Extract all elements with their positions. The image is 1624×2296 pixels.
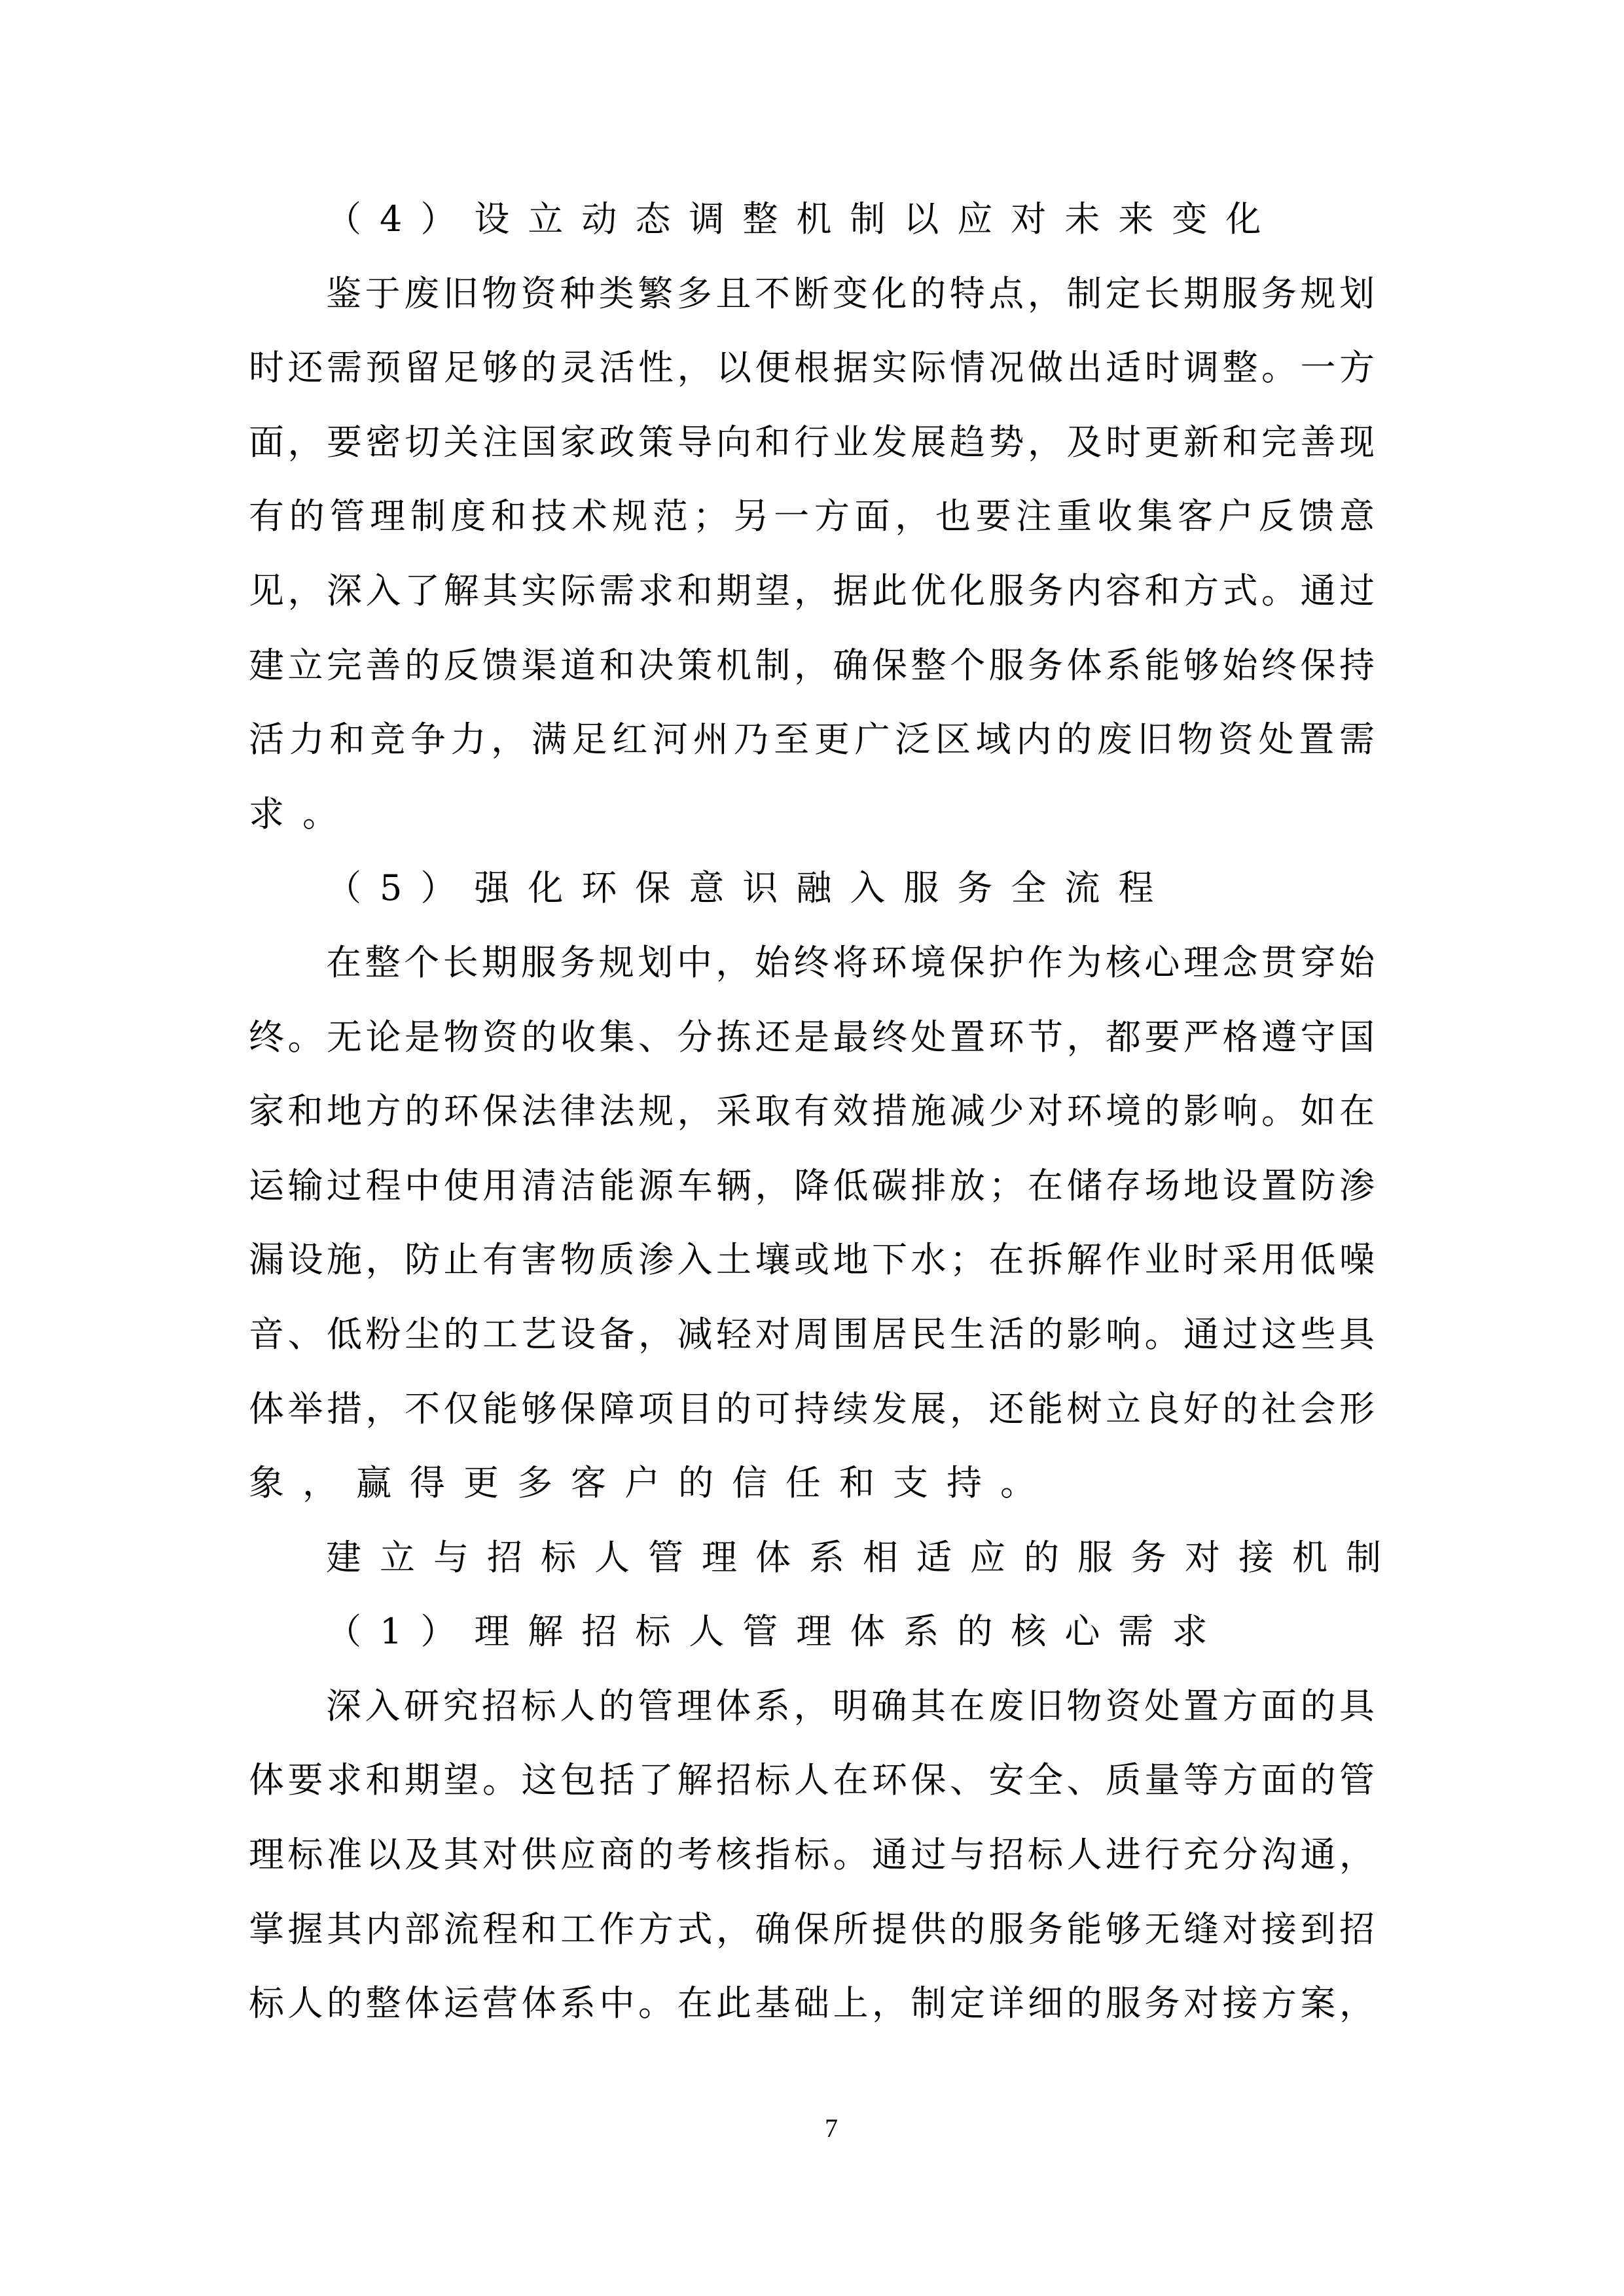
- paragraph-line: 见，深入了解其实际需求和期望，据此优化服务内容和方式。通过: [249, 569, 1375, 611]
- paragraph-line: 深入研究招标人的管理体系，明确其在废旧物资处置方面的具: [326, 1685, 1375, 1727]
- paragraph-line: 运输过程中使用清洁能源车辆，降低碳排放；在储存场地设置防渗: [249, 1164, 1375, 1206]
- paragraph-line: 求。: [249, 793, 356, 834]
- heading-1-core-needs: （1）理解招标人管理体系的核心需求: [326, 1611, 1226, 1653]
- paragraph-line: 鉴于废旧物资种类繁多且不断变化的特点，制定长期服务规划: [326, 272, 1375, 314]
- paragraph-line: 在整个长期服务规划中，始终将环境保护作为核心理念贯穿始: [326, 941, 1375, 983]
- paragraph-line: 面，要密切关注国家政策导向和行业发展趋势，及时更新和完善现: [249, 421, 1375, 463]
- paragraph-line: 活力和竞争力，满足红河州乃至更广泛区域内的废旧物资处置需: [249, 719, 1375, 761]
- paragraph-line: 体举措，不仅能够保障项目的可持续发展，还能树立良好的社会形: [249, 1388, 1375, 1429]
- section-heading-service-integration: 建立与招标人管理体系相适应的服务对接机制: [326, 1536, 1399, 1578]
- paragraph-line: 标人的整体运营体系中。在此基础上，制定详细的服务对接方案，: [249, 1982, 1375, 2024]
- paragraph-line: 建立完善的反馈渠道和决策机制，确保整个服务体系能够始终保持: [249, 644, 1375, 686]
- paragraph-line: 掌握其内部流程和工作方式，确保所提供的服务能够无缝对接到招: [249, 1908, 1375, 1950]
- page-number: 7: [825, 2113, 838, 2143]
- paragraph-line: 漏设施，防止有害物质渗入土壤或地下水；在拆解作业时采用低噪: [249, 1239, 1375, 1281]
- paragraph-line: 体要求和期望。这包括了解招标人在环保、安全、质量等方面的管: [249, 1759, 1375, 1801]
- body-text: [249, 182, 1399, 2041]
- paragraph-line: 终。无论是物资的收集、分拣还是最终处置环节，都要严格遵守国: [249, 1016, 1375, 1058]
- paragraph-line: 音、低粉尘的工艺设备，减轻对周围居民生活的影响。通过这些具: [249, 1313, 1375, 1355]
- heading-4-dynamic-adjustment: （4）设立动态调整机制以应对未来变化: [326, 198, 1280, 240]
- paragraph-line: 家和地方的环保法律法规，采取有效措施减少对环境的影响。如在: [249, 1090, 1375, 1132]
- paragraph-line: 理标准以及其对供应商的考核指标。通过与招标人进行充分沟通，: [249, 1834, 1375, 1876]
- paragraph-line: 时还需预留足够的灵活性，以便根据实际情况做出适时调整。一方: [249, 347, 1375, 389]
- paragraph-line: 象，赢得更多客户的信任和支持。: [249, 1462, 1054, 1504]
- heading-5-environmental-awareness: （5）强化环保意识融入服务全流程: [326, 867, 1172, 909]
- paragraph-line: 有的管理制度和技术规范；另一方面，也要注重收集客户反馈意: [249, 495, 1375, 537]
